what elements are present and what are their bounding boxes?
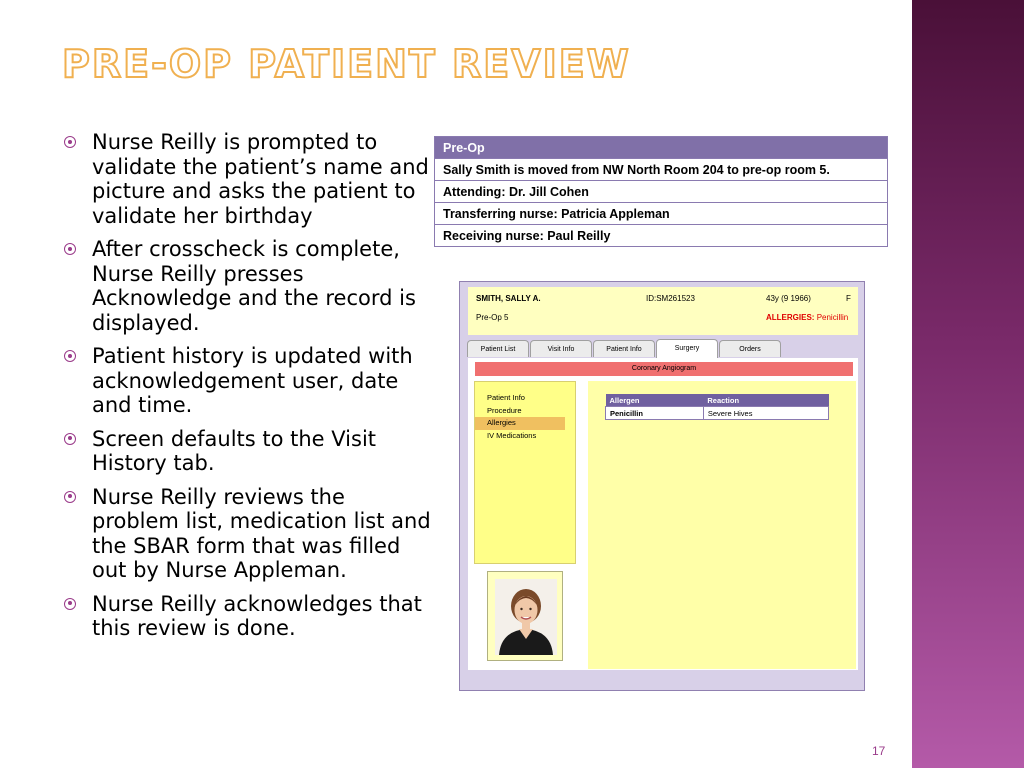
info-table-row: Transferring nurse: Patricia Appleman <box>435 203 888 225</box>
info-table-row: Receiving nurse: Paul Reilly <box>435 225 888 247</box>
patient-name: SMITH, SALLY A. <box>476 294 541 303</box>
tab-patient-list[interactable]: Patient List <box>467 340 529 357</box>
pre-op-info-table <box>434 136 888 247</box>
bullet-icon <box>64 350 76 362</box>
bullet-item: Nurse Reilly is prompted to validate the patient’s name and picture and asks the patient to validate her birthday <box>62 130 434 228</box>
ehr-app-screenshot <box>459 281 865 691</box>
patient-allergies: ALLERGIES: Penicillin <box>766 313 849 322</box>
allergen-column-header: Allergen <box>606 394 704 407</box>
bullet-item: Nurse Reilly acknowledges that this review is done. <box>62 592 434 641</box>
bullet-icon <box>64 598 76 610</box>
reaction-column-header: Reaction <box>703 394 828 407</box>
patient-photo-image <box>495 579 557 655</box>
nav-item-iv-medications[interactable]: IV Medications <box>487 430 537 440</box>
tab-visit-info[interactable]: Visit Info <box>530 340 592 357</box>
info-table-row: Sally Smith is moved from NW North Room 204 to pre-op room 5. <box>435 159 888 181</box>
tab-patient-info[interactable]: Patient Info <box>593 340 655 357</box>
patient-location: Pre-Op 5 <box>476 313 509 322</box>
table-row[interactable] <box>606 407 829 420</box>
bullet-list <box>62 130 434 650</box>
patient-sex: F <box>846 294 851 303</box>
reaction-cell: Severe Hives <box>703 407 828 420</box>
allergy-detail-panel <box>588 381 856 669</box>
bullet-item: Nurse Reilly reviews the problem list, medication list and the SBAR form that was filled out by Nurse Appleman. <box>62 485 434 583</box>
patient-header <box>468 287 858 335</box>
page-number: 17 <box>872 744 886 758</box>
allergen-cell: Penicillin <box>606 407 704 420</box>
surgery-content <box>468 358 858 670</box>
bullet-item: After crosscheck is complete, Nurse Reilly presses Acknowledge and the record is displayed. <box>62 237 434 335</box>
patient-id: ID:SM261523 <box>646 294 695 303</box>
bullet-icon <box>64 433 76 445</box>
bullet-icon <box>64 136 76 148</box>
nav-item-procedure[interactable]: Procedure <box>487 405 522 415</box>
bullet-icon <box>64 491 76 503</box>
info-table-header: Pre-Op <box>435 137 888 159</box>
tab-orders[interactable]: Orders <box>719 340 781 357</box>
nav-item-allergies[interactable]: Allergies <box>475 417 565 430</box>
bullet-item: Patient history is updated with acknowledgement user, date and time. <box>62 344 434 418</box>
bullet-item: Screen defaults to the Visit History tab. <box>62 427 434 476</box>
allergy-table <box>605 394 829 420</box>
patient-age: 43y (9 1966) <box>766 294 811 303</box>
section-nav <box>474 381 576 564</box>
procedure-banner: Coronary Angiogram <box>475 362 853 376</box>
nav-item-patient-info[interactable]: Patient Info <box>487 393 525 402</box>
bullet-icon <box>64 243 76 255</box>
slide-title: PRE-OP PATIENT REVIEW <box>62 42 631 86</box>
tab-surgery[interactable]: Surgery <box>656 339 718 358</box>
patient-photo <box>487 571 563 661</box>
decorative-side-band <box>912 0 1024 768</box>
info-table-row: Attending: Dr. Jill Cohen <box>435 181 888 203</box>
